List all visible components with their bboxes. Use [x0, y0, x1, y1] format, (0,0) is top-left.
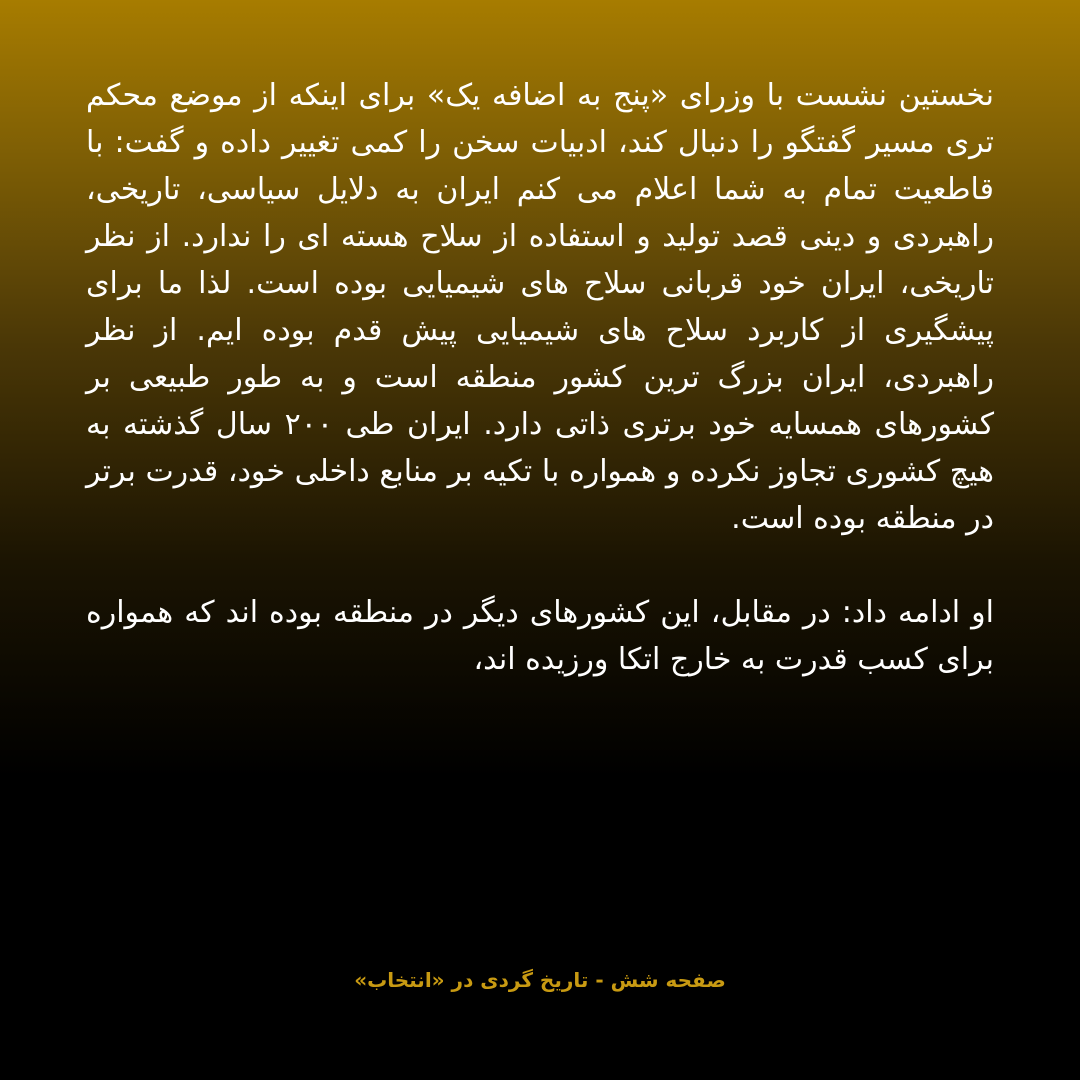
paragraph-1: نخستین نشست با وزرای «پنج به اضافه یک» برای اینکه از موضع محکم تری مسیر گفتگو را دنبال کند، ادبیات سخن را کمی تغییر داده و گفت: با قاطعیت تمام به شما اعلام می کنم ایران به دلایل سیاسی، تاریخی، راهبردی و دینی قصد تولید و استفاده از سلاح هسته ای را ندارد. از نظر تاریخی، ایران خود قربانی سلاح های شیمیایی بوده است. لذا ما برای پیشگیری از کاربرد سلاح های شیمیایی پیش قدم بوده ایم. از نظر راهبردی، ایران بزرگ ترین کشور منطقه است و به طور طبیعی بر کشورهای همسایه خود برتری ذاتی دارد. ایران طی ۲۰۰ سال گذشته به هیچ کشوری تجاوز نکرده و همواره با تکیه بر منابع داخلی خود، قدرت برتر در منطقه بوده است. — [86, 78, 995, 536]
paragraph-2: او ادامه داد: در مقابل، این کشورهای دیگر در منطقه بوده اند که همواره برای کسب قدرت به خارج اتکا ورزیده اند، — [86, 595, 994, 677]
page-caption: صفحه شش - تاریخ گردی در «انتخاب» — [354, 968, 726, 992]
article-body — [86, 72, 994, 1080]
